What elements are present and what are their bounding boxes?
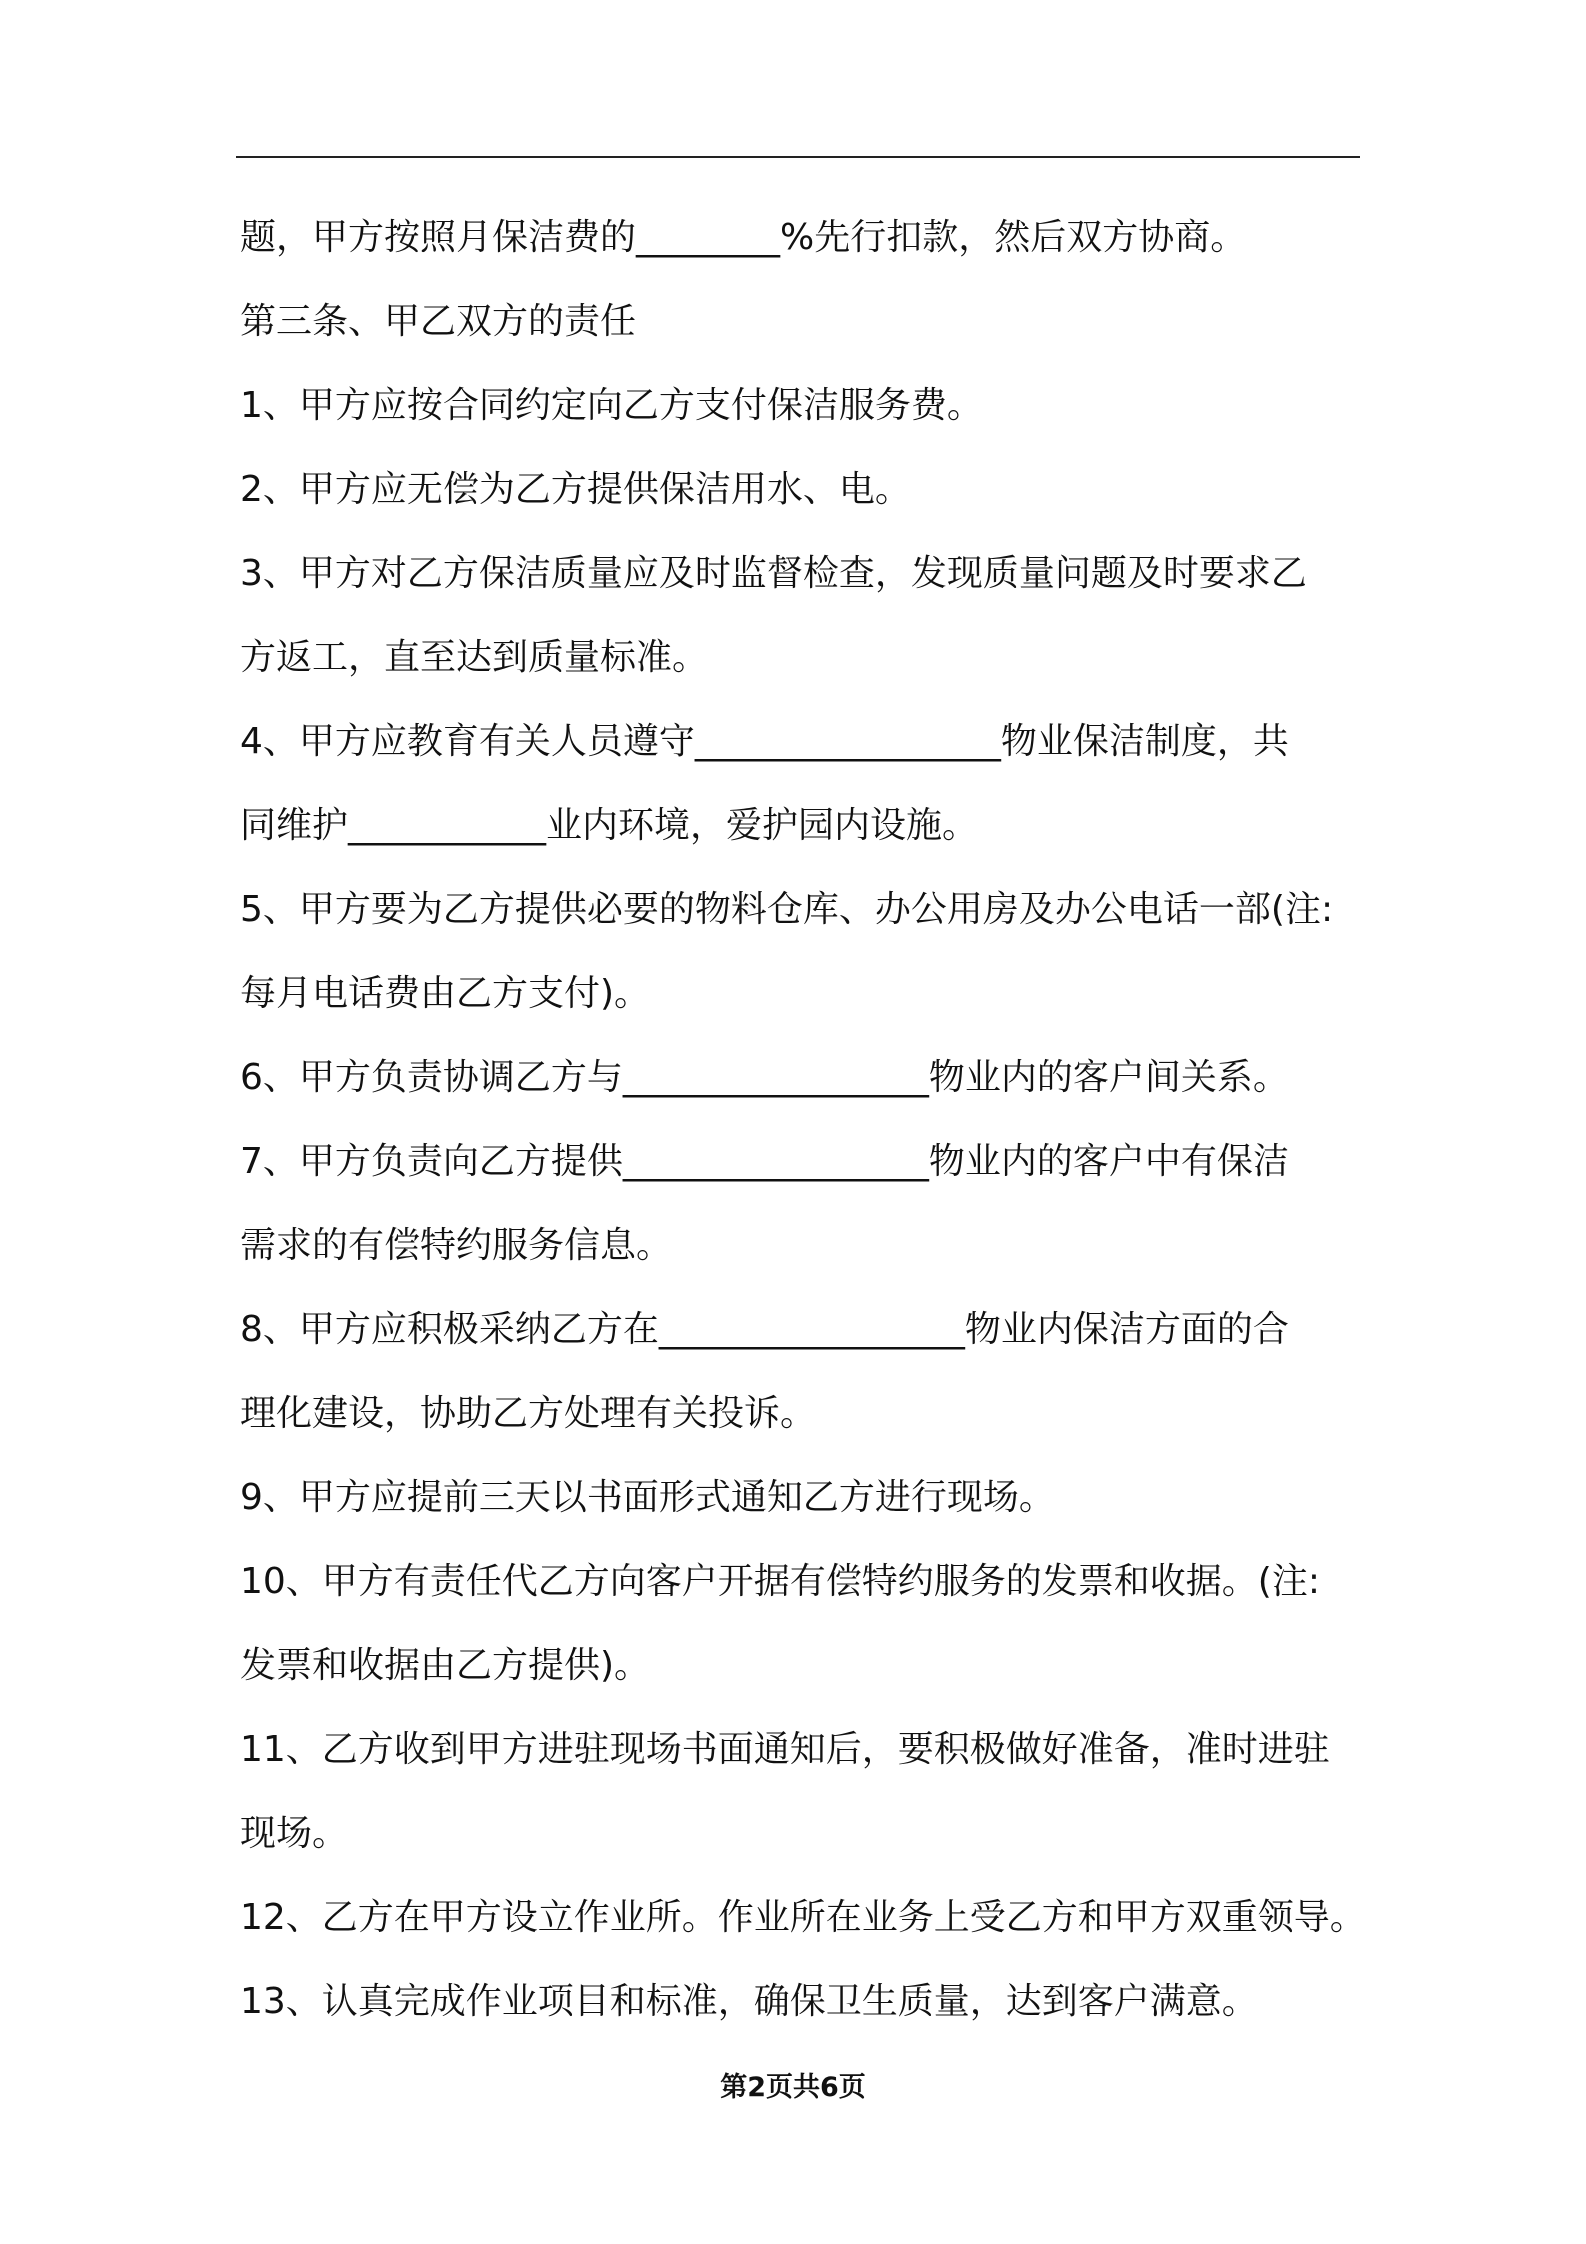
text-line: 9、甲方应提前三天以书面形式通知乙方进行现场。 (240, 1477, 1055, 1518)
text-line: 需求的有偿特约服务信息。 (240, 1225, 673, 1266)
text-line: 题，甲方按照月保洁费的________%先行扣款，然后双方协商。 (240, 217, 1247, 258)
page-number: 第2页共6页 (720, 2072, 866, 2103)
text-line: 6、甲方负责协调乙方与_________________物业内的客户间关系。 (240, 1057, 1289, 1098)
text-line: 11、乙方收到甲方进驻现场书面通知后，要积极做好准备，准时进驻 (240, 1729, 1330, 1770)
text-line: 方返工，直至达到质量标准。 (240, 637, 709, 678)
text-line: 发票和收据由乙方提供)。 (240, 1645, 651, 1686)
text-line: 同维护___________业内环境，爱护园内设施。 (240, 805, 979, 846)
text-line: 10、甲方有责任代乙方向客户开据有偿特约服务的发票和收据。(注: (240, 1561, 1320, 1602)
text-line: 1、甲方应按合同约定向乙方支付保洁服务费。 (240, 385, 983, 426)
text-line: 8、甲方应积极采纳乙方在_________________物业内保洁方面的合 (240, 1309, 1289, 1350)
text-line: 7、甲方负责向乙方提供_________________物业内的客户中有保洁 (240, 1141, 1289, 1182)
text-line: 5、甲方要为乙方提供必要的物料仓库、办公用房及办公电话一部(注: (240, 889, 1334, 930)
text-line: 13、认真完成作业项目和标准，确保卫生质量，达到客户满意。 (240, 1981, 1258, 2022)
text-line: 理化建设，协助乙方处理有关投诉。 (240, 1393, 817, 1434)
text-line: 3、甲方对乙方保洁质量应及时监督检查，发现质量问题及时要求乙 (240, 553, 1307, 594)
section-heading: 第三条、甲乙双方的责任 (240, 301, 637, 342)
contract-body (240, 196, 1366, 2044)
text-line: 12、乙方在甲方设立作业所。作业所在业务上受乙方和甲方双重领导。 (240, 1897, 1366, 1938)
text-line: 现场。 (240, 1813, 349, 1854)
text-line: 每月电话费由乙方支付)。 (240, 973, 651, 1014)
text-line: 2、甲方应无偿为乙方提供保洁用水、电。 (240, 469, 911, 510)
text-line: 4、甲方应教育有关人员遵守_________________物业保洁制度，共 (240, 721, 1289, 762)
header-divider (236, 156, 1360, 158)
